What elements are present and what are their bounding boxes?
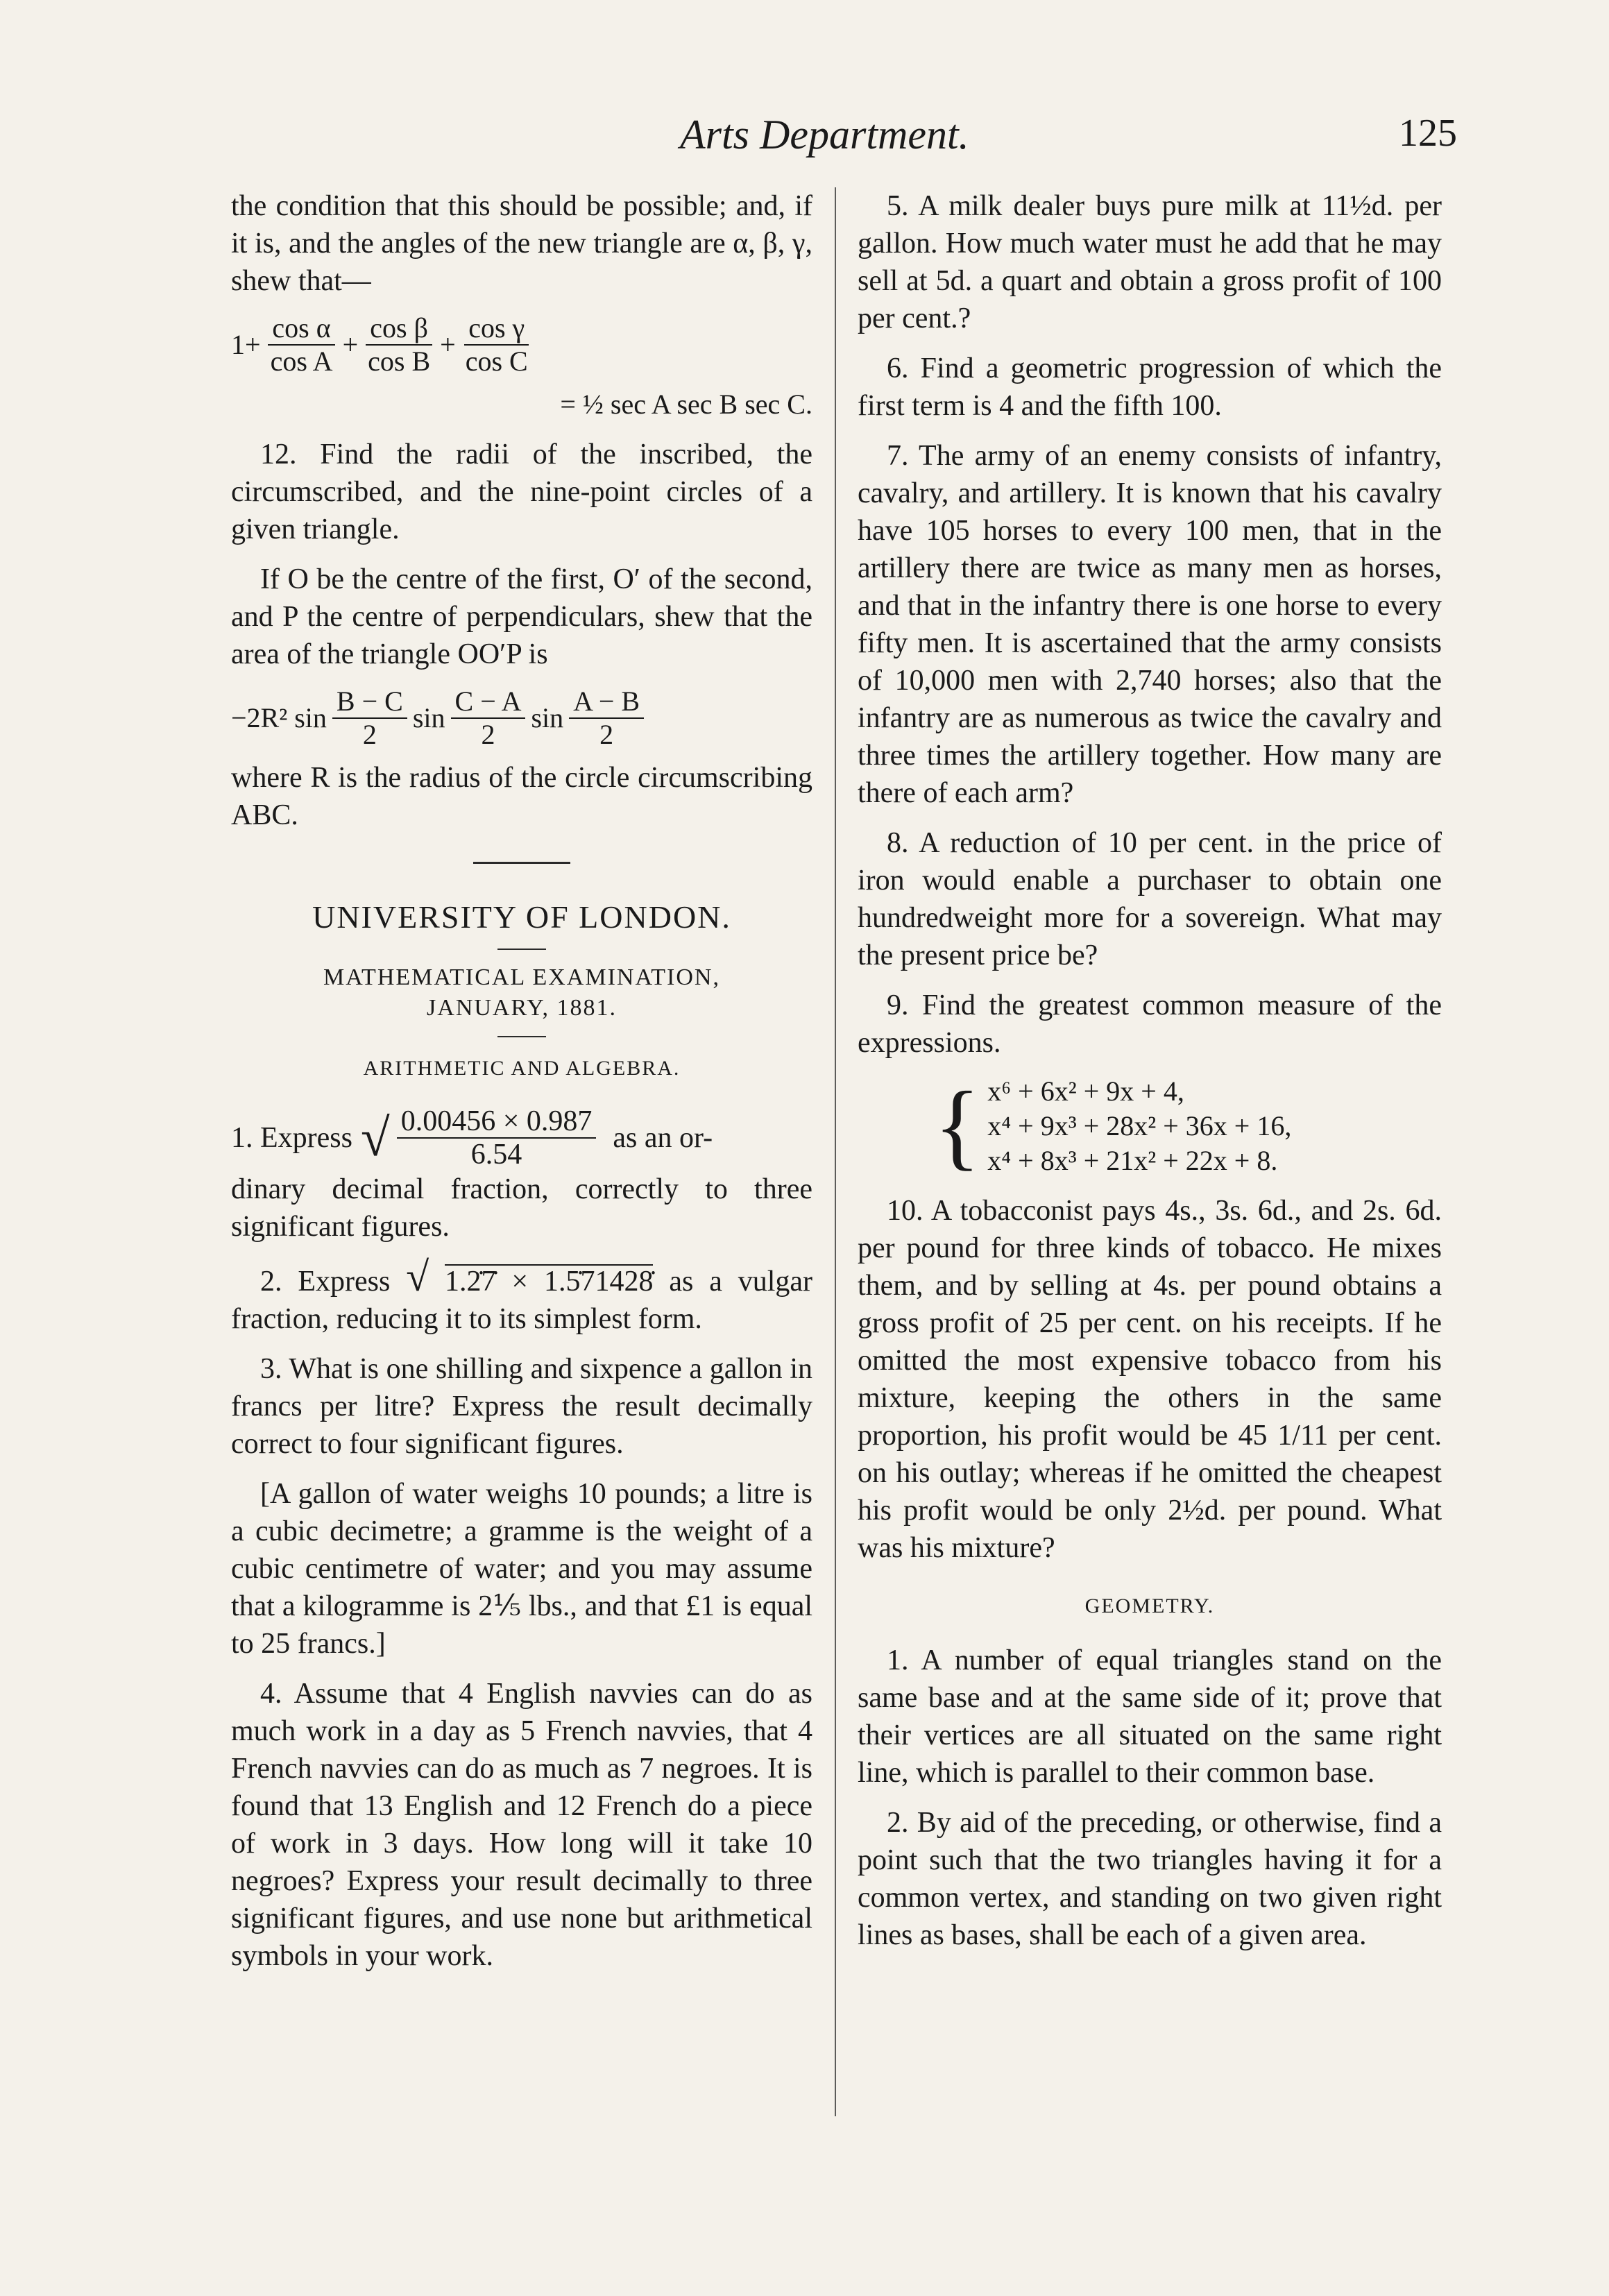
- question-4: 4. Assume that 4 English navvies can do as much work in a day as 5 French navvies, that 4 French navvies can do as much as 7 negroes. It is found that 13 English and 12 French do a piece of work in 3 days. How long will it take 10 negroes? Express your result decimally to three significant figures, and use none but arithmetical symbols in your work.: [231, 1678, 812, 1972]
- question-2: [231, 1254, 813, 1338]
- fraction-numerator: cos β: [366, 312, 432, 346]
- plus-sign: +: [342, 329, 359, 360]
- radical-icon: √: [360, 1109, 390, 1167]
- equation-area: [231, 686, 812, 751]
- expression-line: x⁴ + 8x³ + 21x² + 22x + 8.: [987, 1145, 1278, 1176]
- section-rule: [473, 862, 570, 864]
- fraction-numerator: cos γ: [464, 312, 529, 346]
- equation-cos-ratio: [231, 312, 812, 377]
- plus-sign: +: [440, 329, 456, 360]
- paragraph-condition: the condition that this should be possible; and, if it is, and the angles of the new triangle are α, β, γ, shew that—: [231, 190, 812, 297]
- question-12: 12. Find the radii of the inscribed, the circumscribed, and the nine-point circles of a given triangle.: [231, 439, 812, 545]
- fraction-numerator: B − C: [332, 686, 407, 719]
- fraction-denominator: cos A: [270, 346, 333, 377]
- question-1-prefix: 1. Express: [231, 1122, 352, 1154]
- heading-geometry: GEOMETRY.: [1084, 1595, 1215, 1617]
- running-head-title: Arts Department.: [680, 112, 969, 158]
- fraction-denominator: 2: [481, 719, 495, 750]
- question-1-suffix: as an or-: [613, 1122, 713, 1154]
- heading-exam: MATHEMATICAL EXAMINATION,: [323, 964, 720, 990]
- heading-rule: [497, 949, 546, 950]
- question-1-cont: dinary decimal fraction, correctly to three significant figures.: [231, 1173, 812, 1243]
- question-12-cont: If O be the centre of the first, O′ of the second, and P the centre of perpendiculars, shew that the area of the triangle OO′P is: [231, 563, 812, 670]
- geometry-question-2: 2. By aid of the preceding, or otherwise, find a point such that the two triangles having it for a common vertex, and standing on two given right lines as bases, shall be each of a given area.: [858, 1807, 1442, 1951]
- fraction-numerator: A − B: [569, 686, 644, 719]
- question-1-expression: [231, 1105, 812, 1171]
- left-column: [231, 187, 812, 1987]
- question-8: 8. A reduction of 10 per cent. in the price of iron would enable a purchaser to obtain one hundredweight more for a sovereign. What may the present price be?: [858, 827, 1442, 971]
- question-6: 6. Find a geometric progression of which the first term is 4 and the fifth 100.: [858, 352, 1442, 422]
- question-3: 3. What is one shilling and sixpence a gallon in francs per litre? Express the result decimally correct to four significant figures.: [231, 1353, 812, 1460]
- expression-line: x⁴ + 9x³ + 28x² + 36x + 16,: [987, 1110, 1292, 1141]
- heading-rule: [497, 1036, 546, 1037]
- running-head: [0, 111, 1609, 167]
- sin-label: sin: [531, 702, 564, 733]
- fraction-numerator: C − A: [451, 686, 526, 719]
- brace-icon: {: [934, 1072, 981, 1180]
- radical-icon: √: [406, 1254, 429, 1300]
- fraction-b-c: [332, 686, 407, 751]
- question-9: 9. Find the greatest common measure of the expressions.: [858, 989, 1442, 1059]
- heading-arithmetic: ARITHMETIC AND ALGEBRA.: [363, 1057, 681, 1080]
- page-number: 125: [1399, 112, 1457, 155]
- expression-line: x⁶ + 6x² + 9x + 4,: [987, 1075, 1184, 1107]
- expression-lines: [987, 1074, 1291, 1178]
- question-2-prefix: 2. Express: [260, 1266, 391, 1298]
- fraction-denominator: 6.54: [470, 1139, 522, 1171]
- question-3-note: [A gallon of water weighs 10 pounds; a litre is a cubic decimetre; a gramme is the weight of a cubic centimetre of water; and you may assume that a kilogramme is 2⅕ lbs., and that £1 is equal to 25 francs.]: [231, 1478, 812, 1660]
- fraction-denominator: cos B: [368, 346, 431, 377]
- paragraph-radius: where R is the radius of the circle circumscribing ABC.: [231, 762, 812, 831]
- fraction-a-b: [569, 686, 644, 751]
- question-7: 7. The army of an enemy consists of infantry, cavalry, and artillery. It is known that his cavalry have 105 horses to every 100 men, that in the artillery there are twice as many men as horses, and that in the infantry there is one horse to every fifty men. It is ascertained that the army consists of 10,000 men with 2,740 horses; also that the infantry are as numerous as twice the cavalry and three times the artillery together. How many are there of each arm?: [858, 440, 1442, 809]
- question-10: 10. A tobacconist pays 4s., 3s. 6d., and 2s. 6d. per pound for three kinds of tobacco. He mixes them, and by selling at 4s. per pound obtains a gross profit of 25 per cent. on his receipts. If he omitted the most expensive tobacco from his mixture, keeping the others in the same proportion, his profit would be 45 1/11 per cent. on his outlay; whereas if he omitted the cheapest his profit would be only 2½d. per pound. What was his mixture?: [858, 1195, 1442, 1564]
- eq-area-lead: −2R² sin: [231, 702, 327, 733]
- fraction-c-a: [451, 686, 526, 751]
- fraction-denominator: 2: [599, 719, 614, 750]
- right-column: [858, 187, 1442, 1966]
- fraction-denominator: cos C: [465, 346, 528, 377]
- fraction-gamma: [461, 312, 532, 377]
- question-2-suffix: as a vulgar fraction, reducing it to its simplest form.: [231, 1266, 813, 1335]
- question-5: 5. A milk dealer buys pure milk at 11½d. per gallon. How much water must he add that he may sell at 5d. a quart and obtain a gross profit of 100 per cent.?: [858, 190, 1442, 334]
- fraction-beta: [364, 312, 434, 377]
- geometry-question-1: 1. A number of equal triangles stand on the same base and at the same side of it; prove that their vertices are all situated on the same right line, which is parallel to their common base.: [858, 1644, 1442, 1789]
- fraction-alpha: [266, 312, 337, 377]
- column-divider: [835, 187, 836, 2116]
- expression-list: [934, 1074, 1442, 1178]
- heading-university: UNIVERSITY OF LONDON.: [312, 899, 731, 935]
- sin-label: sin: [412, 702, 445, 733]
- fraction-q1: [397, 1105, 597, 1171]
- question-2-expression: 1.2̇7̇ × 1.5̇71428̇: [445, 1266, 654, 1298]
- fraction-numerator: cos α: [268, 312, 334, 346]
- fraction-denominator: 2: [362, 719, 377, 750]
- equation-rhs: = ½ sec A sec B sec C.: [560, 389, 812, 420]
- fraction-numerator: 0.00456 × 0.987: [397, 1105, 597, 1139]
- eq-one-plus: 1+: [231, 329, 261, 360]
- heading-date: JANUARY, 1881.: [427, 995, 617, 1021]
